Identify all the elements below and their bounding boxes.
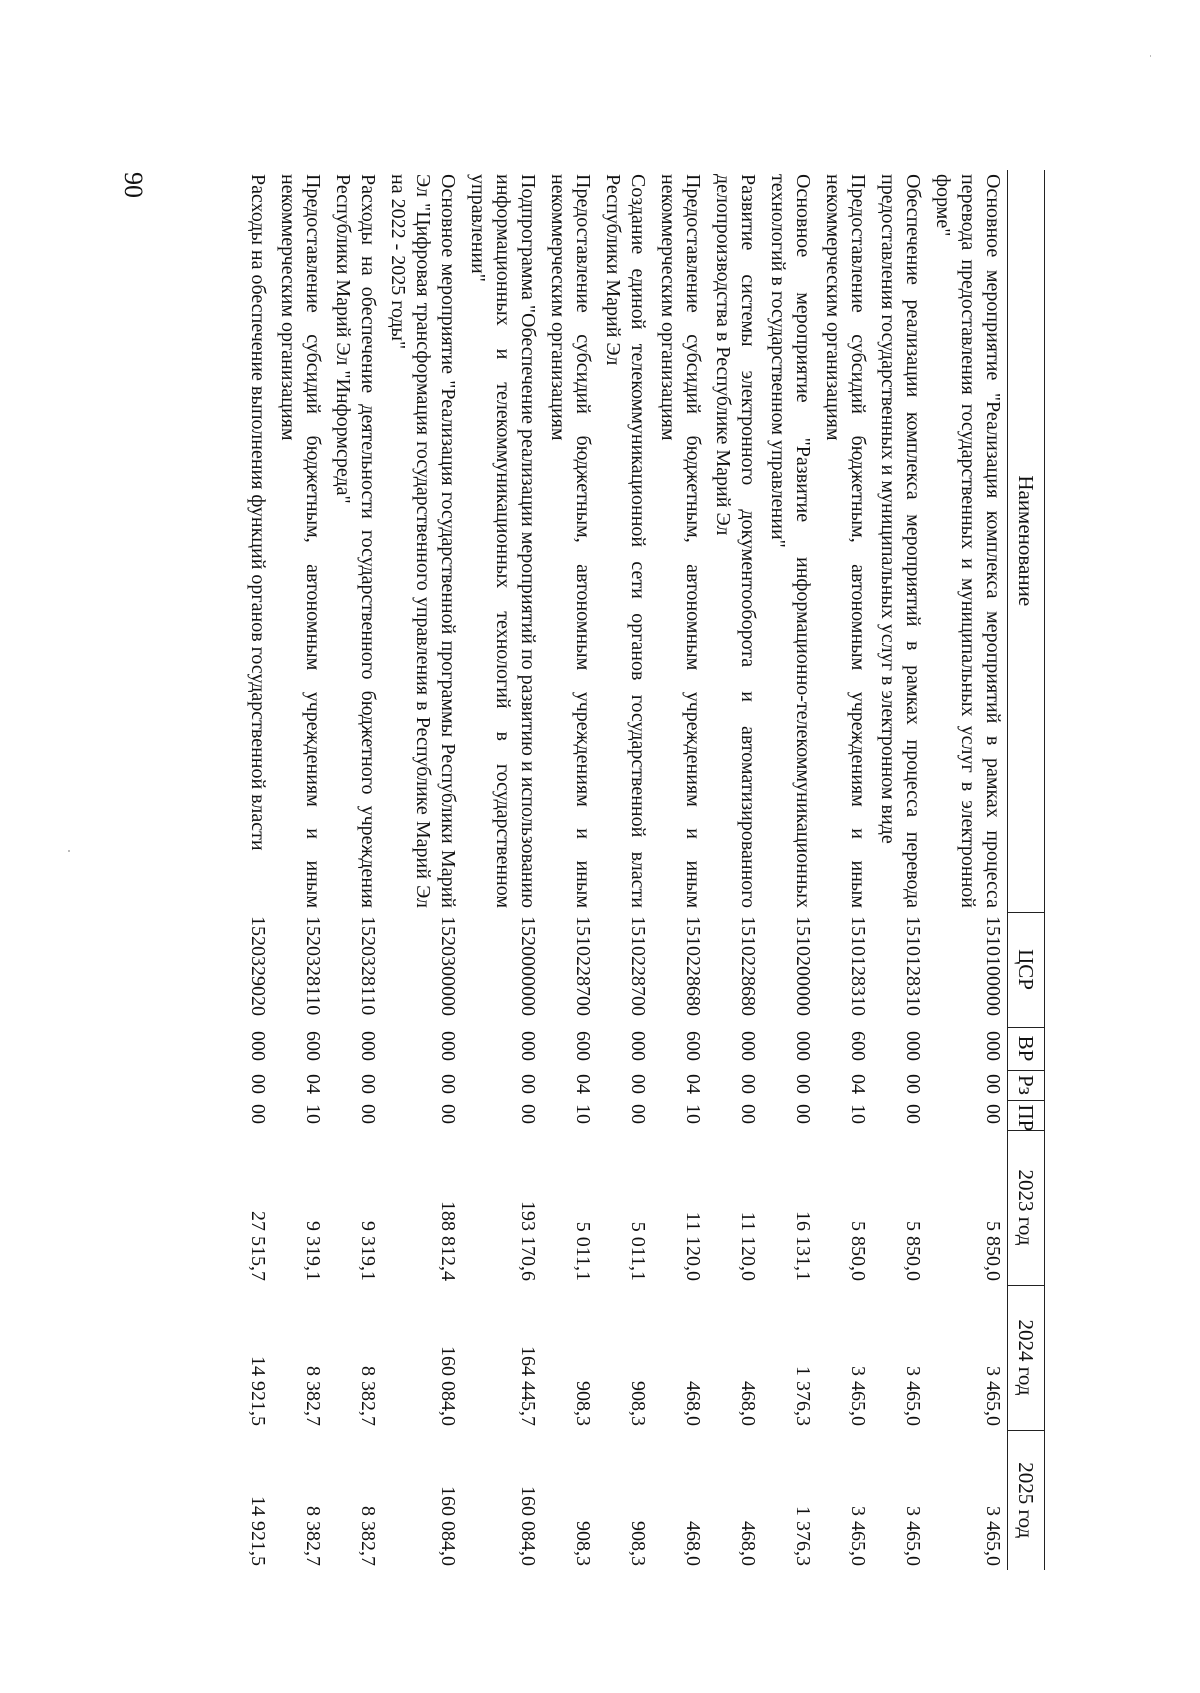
row-rz: 04 [302,1074,324,1094]
row-2023: 193 170,6 [517,1201,539,1281]
row-name: Основное мероприятие "Развитие информационно-телекоммуникационных технологий в государственном управлении" [767,174,814,908]
table-row [382,170,462,1570]
row-2023: 5 011,1 [572,1221,594,1281]
row-2023: 5 011,1 [627,1221,649,1281]
row-csr: 1510228700 [627,916,649,1016]
row-pr: 10 [572,1104,594,1124]
row-rz: 04 [847,1074,869,1094]
table-row [542,170,597,1570]
row-2024: 3 465,0 [902,1366,924,1426]
row-rz: 00 [737,1074,759,1094]
row-2023: 9 319,1 [302,1221,324,1281]
row-2023: 27 515,7 [247,1211,269,1281]
row-name: Развитие системы электронного документооборота и автоматизированного делопроизводства в Республике Марий Эл [712,174,759,908]
table-row [817,170,872,1570]
row-2025: 908,3 [572,1521,594,1566]
row-rz: 00 [792,1074,814,1094]
row-csr: 1520300000 [437,916,459,1016]
row-rz: 00 [982,1074,1004,1094]
row-name: Подпрограмма "Обеспечение реализации мероприятий по развитию и использованию информационных и телекоммуникационных технологий в государственном управлении" [467,174,539,909]
row-vr: 000 [982,1031,1004,1061]
row-pr: 00 [902,1104,924,1124]
row-vr: 600 [682,1031,704,1061]
header-rz: Рз [1008,1070,1045,1100]
row-rz: 04 [682,1074,704,1094]
row-2025: 160 084,0 [437,1486,459,1566]
row-name: Предоставление субсидий бюджетным, автономным учреждениям и иным некоммерческим организациям [822,174,869,908]
row-vr: 000 [792,1031,814,1061]
row-2025: 8 382,7 [357,1506,379,1566]
row-vr: 000 [437,1031,459,1061]
row-csr: 1510128310 [847,916,869,1016]
table-row [762,170,817,1570]
table-header-row [1008,170,1045,1570]
row-pr: 00 [792,1104,814,1124]
row-2025: 3 465,0 [982,1506,1004,1566]
row-vr: 000 [737,1031,759,1061]
row-pr: 00 [357,1104,379,1124]
row-2024: 468,0 [682,1381,704,1426]
rotated-page-content [200,170,1045,1570]
row-pr: 00 [982,1104,1004,1124]
row-csr: 1520328110 [357,916,379,1016]
header-name: Наименование [1008,170,1045,912]
row-vr: 600 [302,1031,324,1061]
row-pr: 00 [737,1104,759,1124]
table-row [597,170,652,1570]
row-vr: 600 [847,1031,869,1061]
table-row [652,170,707,1570]
row-vr: 000 [247,1031,269,1061]
row-2025: 14 921,5 [247,1496,269,1566]
row-csr: 1520329020 [247,916,269,1016]
row-vr: 000 [517,1031,539,1061]
row-2023: 5 850,0 [982,1221,1004,1281]
row-pr: 10 [302,1104,324,1124]
row-csr: 1510228680 [737,916,759,1016]
row-rz: 00 [247,1074,269,1094]
row-2023: 11 120,0 [682,1211,704,1281]
row-2024: 908,3 [627,1381,649,1426]
table-row [327,170,382,1570]
page-number: 90 [119,172,148,198]
row-rz: 00 [437,1074,459,1094]
row-2025: 468,0 [682,1521,704,1566]
header-2024: 2024 год [1008,1285,1045,1430]
row-rz: 00 [902,1074,924,1094]
row-vr: 600 [572,1031,594,1061]
header-pr: ПР [1008,1100,1045,1130]
row-pr: 00 [437,1104,459,1124]
header-2023: 2023 год [1008,1130,1045,1285]
budget-table [242,170,1045,1570]
row-2023: 188 812,4 [437,1201,459,1281]
row-2024: 8 382,7 [357,1366,379,1426]
header-2025: 2025 год [1008,1430,1045,1570]
row-2024: 3 465,0 [982,1366,1004,1426]
row-2024: 1 376,3 [792,1366,814,1426]
row-rz: 00 [357,1074,379,1094]
table-row [272,170,327,1570]
table-row [707,170,762,1570]
row-2025: 3 465,0 [902,1506,924,1566]
row-2023: 5 850,0 [847,1221,869,1281]
row-vr: 000 [627,1031,649,1061]
row-2025: 3 465,0 [847,1506,869,1566]
row-2025: 160 084,0 [517,1486,539,1566]
row-rz: 04 [572,1074,594,1094]
row-2023: 5 850,0 [902,1221,924,1281]
header-csr: ЦСР [1008,912,1045,1027]
row-name: Предоставление субсидий бюджетным, автономным учреждениям и иным некоммерческим организациям [277,174,324,908]
row-name: Создание единой телекоммуникационной сети органов государственной власти Республики Марий Эл [602,174,649,908]
row-csr: 1520000000 [517,916,539,1016]
row-rz: 00 [517,1074,539,1094]
row-csr: 1520328110 [302,916,324,1016]
row-name: Основное мероприятие "Реализация государственной программы Республики Марий Эл "Цифровая трансформация государственного управления в Республике Марий Эл на 2022 - 2025 годы" [387,174,459,908]
row-csr: 1510228700 [572,916,594,1016]
row-rz: 00 [627,1074,649,1094]
row-csr: 1510200000 [792,916,814,1016]
table-row [462,170,542,1570]
row-2023: 11 120,0 [737,1211,759,1281]
row-2024: 164 445,7 [517,1346,539,1426]
row-name: Обеспечение реализации комплекса мероприятий в рамках процесса перевода предоставления государственных и муниципальных услуг в электронном виде [877,174,924,908]
row-2023: 9 319,1 [357,1221,379,1281]
row-name: Расходы на обеспечение деятельности государственного бюджетного учреждения Республики Марий Эл "Информсреда" [332,174,379,908]
row-2024: 908,3 [572,1381,594,1426]
row-2024: 160 084,0 [437,1346,459,1426]
row-pr: 10 [682,1104,704,1124]
row-2024: 14 921,5 [247,1356,269,1426]
row-pr: 00 [517,1104,539,1124]
row-2025: 1 376,3 [792,1506,814,1566]
row-2025: 8 382,7 [302,1506,324,1566]
row-csr: 1510128310 [902,916,924,1016]
header-vr: ВР [1008,1027,1045,1070]
row-pr: 00 [627,1104,649,1124]
row-name: Основное мероприятие "Реализация комплекса мероприятий в рамках процесса перевода предоставления государственных и муниципальных услуг в электронной форме" [932,174,1004,908]
row-vr: 000 [357,1031,379,1061]
scan-speck [1150,55,1151,57]
row-2023: 16 131,1 [792,1211,814,1281]
table-row [242,170,272,1570]
row-pr: 10 [847,1104,869,1124]
row-2024: 8 382,7 [302,1366,324,1426]
row-vr: 000 [902,1031,924,1061]
row-2024: 3 465,0 [847,1366,869,1426]
row-name: Предоставление субсидий бюджетным, автономным учреждениям и иным некоммерческим организациям [657,174,704,908]
row-csr: 1510100000 [982,916,1004,1016]
row-2025: 468,0 [737,1521,759,1566]
table-row [872,170,927,1570]
row-name: Предоставление субсидий бюджетным, автономным учреждениям и иным некоммерческим организациям [547,174,594,908]
row-name: Расходы на обеспечение выполнения функций органов государственной власти [247,174,269,851]
row-2024: 468,0 [737,1381,759,1426]
table-row [927,170,1008,1570]
row-csr: 1510228680 [682,916,704,1016]
row-pr: 00 [247,1104,269,1124]
row-2025: 908,3 [627,1521,649,1566]
scan-speck [68,850,70,852]
